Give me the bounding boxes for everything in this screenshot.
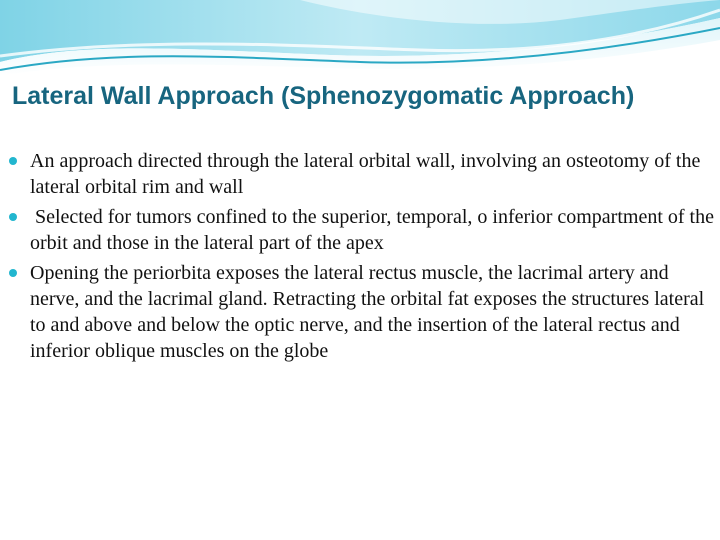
- bullet-item: [0, 260, 720, 364]
- bullet-dot-icon: [9, 269, 17, 277]
- bullet-item: [0, 148, 720, 200]
- bullet-dot-icon: [9, 213, 17, 221]
- bullet-text: Selected for tumors confined to the superior, temporal, o inferior compartment of the orbit and those in the lateral part of the apex: [30, 206, 719, 254]
- bullet-text: Opening the periorbita exposes the lateral rectus muscle, the lacrimal artery and nerve, and the lacrimal gland. Retracting the orbital fat exposes the structures lateral to and above and below the optic nerve, and the insertion of the lateral rectus and inferior oblique muscles on the globe: [30, 262, 705, 362]
- bullet-list: [0, 148, 720, 368]
- slide-title: Lateral Wall Approach (Sphenozygomatic Approach): [12, 82, 635, 110]
- bullet-item: [0, 204, 720, 256]
- bullet-dot-icon: [9, 157, 17, 165]
- header-wave-decoration: [0, 0, 720, 90]
- bullet-text: An approach directed through the lateral orbital wall, involving an osteotomy of the lateral orbital rim and wall: [30, 150, 701, 198]
